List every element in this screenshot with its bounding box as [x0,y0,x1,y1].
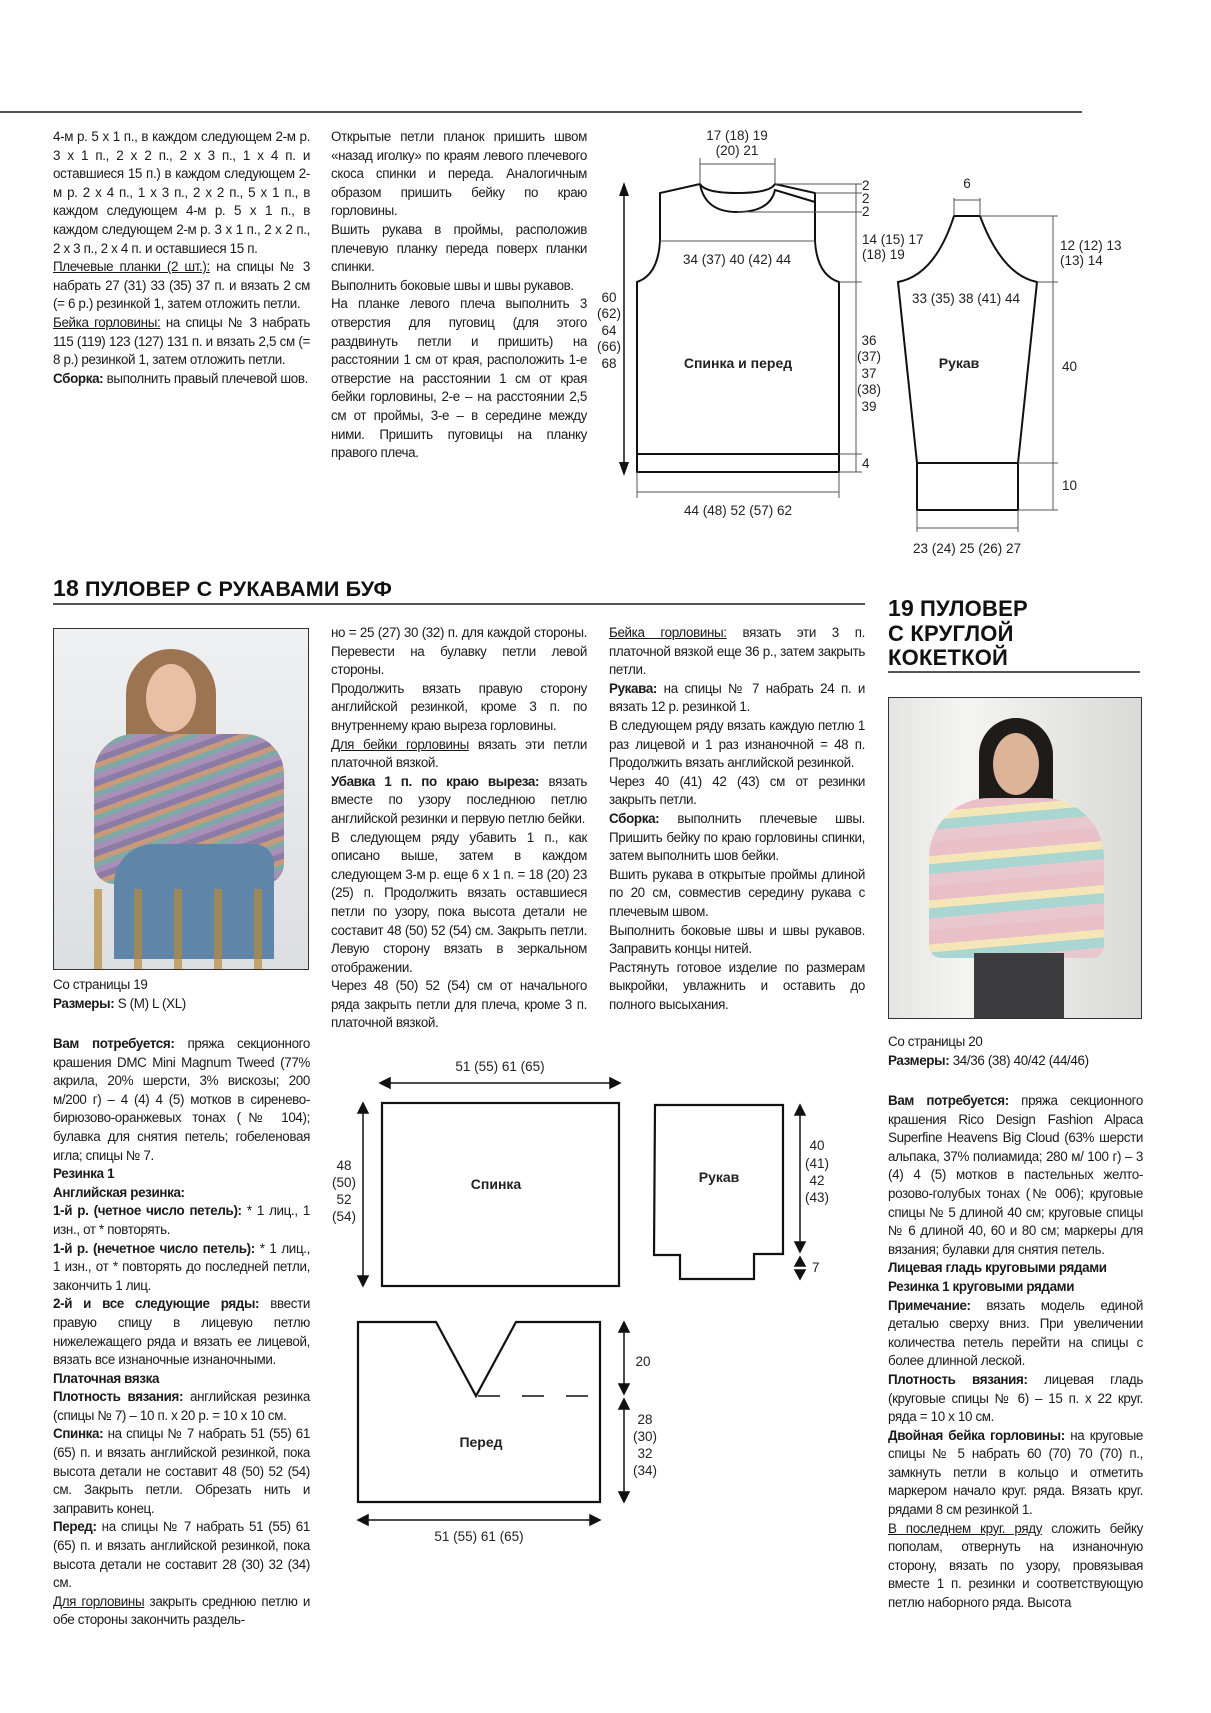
photo-chair [94,889,294,969]
paragraph-text: На планке левого плеча выполнить 3 отверстия для пуговиц (для этого раздвинуть петли и пришить) на расстоянии 1 см от края, расположить 1-е отверстие на расстоянии 1 см от края бейки горловины, 2-е – на расстоянии 2,5 см от проймы, 3-е – в середине между ними. Пришить пуговицы на планку правого плеча. [331,296,587,461]
back-piece-label: Спинка [470,1176,522,1192]
cuff-height-label: 10 [1062,478,1078,493]
paragraph-text: Вшить рукава в открытые проймы длиной по 20 см, совместив середину рукава с плечевым швом. [609,866,865,919]
paragraph-text: на спицы № 7 набрать 51 (55) 61 (65) п. и вязать английской резинкой, пока высота детали не составит 28 (30) 32 (34) см. [53,1519,310,1591]
paragraph-text: ввести правую спицу в лицевую петлю нижележащего ряда и вязать ее лицевой, вязать все изнаночные изнаночными. [53,1296,310,1368]
sleeve-height-label: 42 [809,1173,825,1188]
front-height-label: (30) [632,1429,658,1444]
title-line: ПУЛОВЕР [919,596,1028,621]
sleeve-piece-label: Рукав [938,355,980,371]
paragraph [609,922,865,959]
paragraph-text: Через 48 (50) 52 (54) см от начального ряда закрыть петли для плеча, кроме 3 п. платочной вязкой. [331,978,587,1031]
paragraph [609,773,865,810]
bold-heading: Резинка 1 круговыми рядами [888,1278,1075,1294]
total-length-label: 60 [601,290,617,305]
bold-heading: Платочная вязка [53,1370,160,1386]
body-piece-label: Спинка и перед [683,355,793,371]
side-length-label: 39 [861,399,877,414]
total-length-label: (66) [596,339,622,354]
paragraph-text: 4-м р. 5 х 1 п., в каждом следующем 2-м р. 3 х 1 п., 2 х 2 п., 2 х 3 п., 1 х 4 п. и оставшиеся 15 п.) в каждом следующем 2-м р. 2 х 4 п., 1 х 3 п., 2 х 2 п., 5 х 1 п., в каждом следующем 4-м р. 5 х 1 п., в каждом следующем 2-м р. 3 х 1 п., 2 х 2 п., 2 х 3 п., 2 х 4 п. и оставшиеся 15 п. [53,129,310,256]
body-outline [637,184,839,472]
paragraph-text: Выполнить боковые швы и швы рукавов. Заправить концы нитей. [609,922,865,957]
paragraph-text: вязать вместе по узору последнюю петлю английской резинки и первую петлю бейки. [331,773,587,826]
side-length-label: 37 [861,366,877,381]
pattern-diagram-18 [0,1040,880,1580]
photo-face [993,733,1039,795]
paragraph-text: * 1 лиц., 1 изн., от * повторять до последней петли, закончить 1 лиц. [53,1240,310,1293]
section-18-caption [53,976,310,1013]
front-height-label: (34) [632,1463,658,1478]
paragraph-text: на спицы № 3 набрать 27 (31) 33 (35) 37 п. и вязать 2 см (= 6 р.) резинкой 1, затем отложить петли. [53,259,310,312]
neck-width-label: (20) 21 [715,143,759,158]
bold-heading: Спинка: [53,1426,104,1442]
section-number: 18 [53,575,79,601]
armhole-height-label: (18) 19 [862,247,905,262]
paragraph-text: Растянуть готовое изделие по размерам выкройки, увлажнить и оставить до полного высыхания. [609,959,865,1012]
paragraph [888,1297,1143,1371]
photo-trousers [974,953,1064,1018]
sleeve-height-label: 40 [809,1138,825,1153]
underlined-heading: Плечевые планки (2 шт.): [53,259,210,275]
bold-heading: 1-й р. (четное число петель): [53,1203,242,1219]
paragraph-text: на спицы № 3 набрать 115 (119) 123 (127) 131 п. и вязать 2,5 см (= 8 р.) резинкой 1, затем отложить петли. [53,314,310,368]
paragraph-text: закрыть среднюю петлю и обе стороны закончить раздель- [53,1593,310,1628]
back-width-label: 51 (55) 61 (65) [455,1059,545,1074]
underlined-heading: Для горловины [53,1593,145,1609]
cap-height-label: 12 (12) 13 [1060,238,1122,253]
paragraph-text: сложить бейку пополам, отвернуть на изнаночную сторону, вязать по узору, провязывая вместе 1 п. резинки и соответствующую петлю наборного ряда. Высота [888,1520,1143,1611]
front-width-label: 51 (55) 61 (65) [434,1529,524,1544]
back-height-label: (54) [331,1209,357,1224]
paragraph [609,866,865,922]
sizes [888,1052,1143,1071]
cuff-height-label: 7 [812,1260,820,1275]
source-page: Со страницы 20 [888,1034,983,1049]
paragraph [609,717,865,773]
side-length-label: (37) [856,349,882,364]
bold-heading: Резинка 1 [53,1166,115,1182]
chest-width-label: 34 (37) 40 (42) 44 [682,252,792,267]
neck-depth-label: 20 [635,1354,651,1369]
paragraph [888,1092,1143,1259]
back-height-label: 52 [336,1192,352,1207]
paragraph [331,829,587,978]
sleeve-length-label: 40 [1062,359,1078,374]
bold-heading: Сборка: [609,810,660,826]
photo-face [146,664,196,732]
bold-heading: Плотность вязания: [888,1371,1028,1387]
paragraph [888,1259,1143,1278]
paragraph [53,1593,310,1630]
paragraph [888,1427,1143,1520]
front-height-label: 32 [637,1446,653,1461]
cuff-width-label: 23 (24) 25 (26) 27 [912,541,1022,556]
paragraph-text: В следующем ряду убавить 1 п., как описано выше, затем в каждом следующем 3-м р. еще 6 х 1 п. = 18 (20) 23 (25) п. Продолжить вязать оставшиеся петли по узору, пока высота детали не составит 48 (50) 52 (54) см. Закрыть петли. Левую сторону вязать в зеркальном отображении. [331,829,587,975]
bold-heading: Лицевая гладь круговыми рядами [888,1260,1107,1276]
arrow-down-icon [619,462,629,476]
photo-round-yoke-pullover [888,697,1142,1019]
paragraph-text: на спицы № 7 набрать 51 (55) 61 (65) п. и вязать английской резинкой, пока высота детали не составит 48 (50) 52 (54) см. Закрыть петли. Обрезать нить и заправить конец. [53,1426,310,1516]
arrow-up-icon [619,182,629,196]
photo-puff-sleeve-pullover [53,628,309,970]
paragraph-text: * 1 лиц., 1 изн., от * повторять. [53,1203,310,1237]
armhole-height-label: 14 (15) 17 [862,232,924,247]
paragraph [888,1520,1143,1613]
paragraph-text: выполнить плечевые швы. Пришить бейку по краю горловины спинки, затем выполнить шов бейки. [609,810,865,864]
sleeve-height-label: (43) [804,1190,830,1205]
back-height-label: (50) [331,1175,357,1190]
bold-heading: Вам потребуется: [53,1036,175,1051]
source-page: Со страницы 19 [53,977,148,992]
cap-top-label: 6 [963,176,971,191]
paragraph-text: Выполнить боковые швы и швы рукавов. [331,277,574,293]
paragraph [609,810,865,866]
section-18-rule [53,603,865,605]
paragraph-text: английская резинка (спицы № 7) – 10 п. х 20 р. = 10 х 10 см. [53,1389,310,1423]
sleeve-piece [654,1105,783,1279]
sleeve-outline [898,216,1037,463]
paragraph [609,680,865,717]
sleeve-piece-label: Рукав [698,1169,740,1185]
paragraph [331,977,587,1033]
total-length-label: (62) [596,306,622,321]
pattern-diagram-top [0,0,1211,600]
paragraph-text: Открытые петли планок пришить швом «назад иголку» по краям левого плечевого скоса спинки и переда. Аналогичным образом пришить бейку по краю горловины. [331,129,587,219]
front-piece-label: Перед [459,1434,503,1450]
shoulder-step-label: 2 [862,178,870,193]
paragraph-text: пряжа секционного крашения DMC Mini Magnum Tweed (77% акрила, 20% шерсти, 3% вискозы; 200 м/200 г) – 4 (4) 4 (5) мотков в сиренево-бирюзово-оранжевых тонах (№ 104); булавка для снятия петель; гобеленовая игла; спицы № 7. [53,1036,311,1163]
total-length-label: 68 [601,356,617,371]
bold-heading: Убавка 1 п. по краю выреза: [331,773,540,789]
paragraph [888,1278,1143,1297]
paragraph-text: Продолжить вязать правую сторону английской резинкой, кроме 3 п. по внутреннему краю выреза горловины. [331,680,587,733]
paragraph-text: пряжа секционного крашения Rico Design Fashion Alpaca Superfine Heavens Big Cloud (63% шерсти альпака, 37% полиамида; 280 м/ 100 г) – 3 (4) 4 (5) мотков в пастельных желто-розово-голубых тонах (№ 006); круговые спицы № 5 длиной 40 см; круговые спицы № 6 длиной 40, 60 и 80 см; маркеры для вязания; булавки для снятия петель. [888,1093,1143,1257]
bold-heading: 2-й и все следующие ряды: [53,1296,260,1312]
paragraph-text: вязать эти 3 п. платочной вязкой еще 36 р., затем закрыть петли. [609,625,865,678]
sleeve-height-label: (41) [804,1156,830,1171]
photo-sweater [929,798,1104,958]
paragraph [609,624,865,680]
rib-height-label: 4 [862,456,870,471]
back-height-label: 48 [336,1158,352,1173]
paragraph [331,736,587,773]
text-column-18-2 [331,624,587,1033]
bold-heading: Вам потребуется: [888,1093,1009,1108]
sizes-value: 34/36 (38) 40/42 (44/46) [949,1052,1089,1068]
sizes [53,995,310,1014]
section-number: 19 [888,595,914,621]
bottom-width-label: 44 (48) 52 (57) 62 [683,503,793,518]
bold-heading: Двойная бейка горловины: [888,1427,1065,1443]
section-19-caption [888,1033,1143,1070]
section-19-title [888,596,1028,671]
neck-width-label: 17 (18) 19 [706,128,768,143]
paragraph [331,624,587,680]
paragraph-text: вязать модель единой деталью сверху вниз. При увеличении количества петель перейти на спицы с более длинной леской. [888,1297,1143,1369]
bold-heading: 1-й р. (нечетное число петель): [53,1240,255,1256]
paragraph-text: выполнить правый плечевой шов. [103,370,309,386]
paragraph-text: на спицы № 7 набрать 24 п. и вязать 12 р. резинкой 1. [609,680,865,715]
text-column-19 [888,1092,1143,1613]
paragraph-text: Вшить рукава в проймы, расположив плечевую планку переда поверх планки спинки. [331,221,587,275]
paragraph [609,959,865,1015]
shoulder-step-label: 2 [862,204,870,219]
title-line: КОКЕТКОЙ [888,645,1009,670]
paragraph-text: на круговые спицы № 5 набрать 60 (70) 70 (70) п., замкнуть петли в кольцо и отметить маркером начало круг. ряда. Вязать круг. рядами 8 см резинкой 1. [888,1427,1143,1518]
bold-heading: Сборка: [53,370,104,386]
total-length-label: 64 [601,323,617,338]
bold-heading: Английская резинка: [53,1184,185,1200]
bold-heading: Рукава: [609,680,658,696]
paragraph-text: вязать эти петли платочной вязкой. [331,736,587,771]
side-length-label: (38) [856,382,882,397]
front-height-label: 28 [637,1412,653,1427]
paragraph [331,680,587,736]
underlined-heading: Для бейки горловины [331,736,469,752]
sizes-label: Размеры: [888,1052,950,1068]
side-length-label: 36 [861,333,877,348]
paragraph [888,1371,1143,1427]
underlined-heading: Бейка горловины: [609,625,727,640]
sleeve-top-width-label: 33 (35) 38 (41) 44 [911,291,1021,306]
back-piece [382,1103,619,1286]
section-19-rule [888,671,1140,673]
section-18-title [53,576,392,602]
section-title-text: ПУЛОВЕР С РУКАВАМИ БУФ [84,577,393,601]
paragraph [331,773,587,829]
bold-heading: Плотность вязания: [53,1389,184,1405]
bold-heading: Перед: [53,1519,97,1535]
paragraph-text: Через 40 (41) 42 (43) см от резинки закрыть петли. [609,773,865,808]
underlined-heading: Бейка горловины: [53,314,161,330]
underlined-heading: В последнем круг. ряду [888,1520,1043,1536]
front-piece [358,1322,600,1502]
paragraph-text: В следующем ряду вязать каждую петлю 1 раз лицевой и 1 раз изнаночной = 48 п. Продолжить вязать английской резинкой. [609,717,865,771]
cap-height-label: (13) 14 [1060,253,1103,268]
title-line: С КРУГЛОЙ [888,620,1014,646]
sizes-value: S (M) L (XL) [114,995,186,1011]
bold-heading: Примечание: [888,1297,971,1313]
text-column-18-3 [609,624,865,1014]
sizes-label: Размеры: [53,995,115,1011]
paragraph-text: но = 25 (27) 30 (32) п. для каждой стороны. Перевести на булавку петли левой стороны. [331,625,587,678]
paragraph-text: лицевая гладь (круговые спицы № 6) – 15 п. х 22 круг. ряда = 10 х 10 см. [888,1371,1143,1425]
shoulder-step-label: 2 [862,191,870,206]
